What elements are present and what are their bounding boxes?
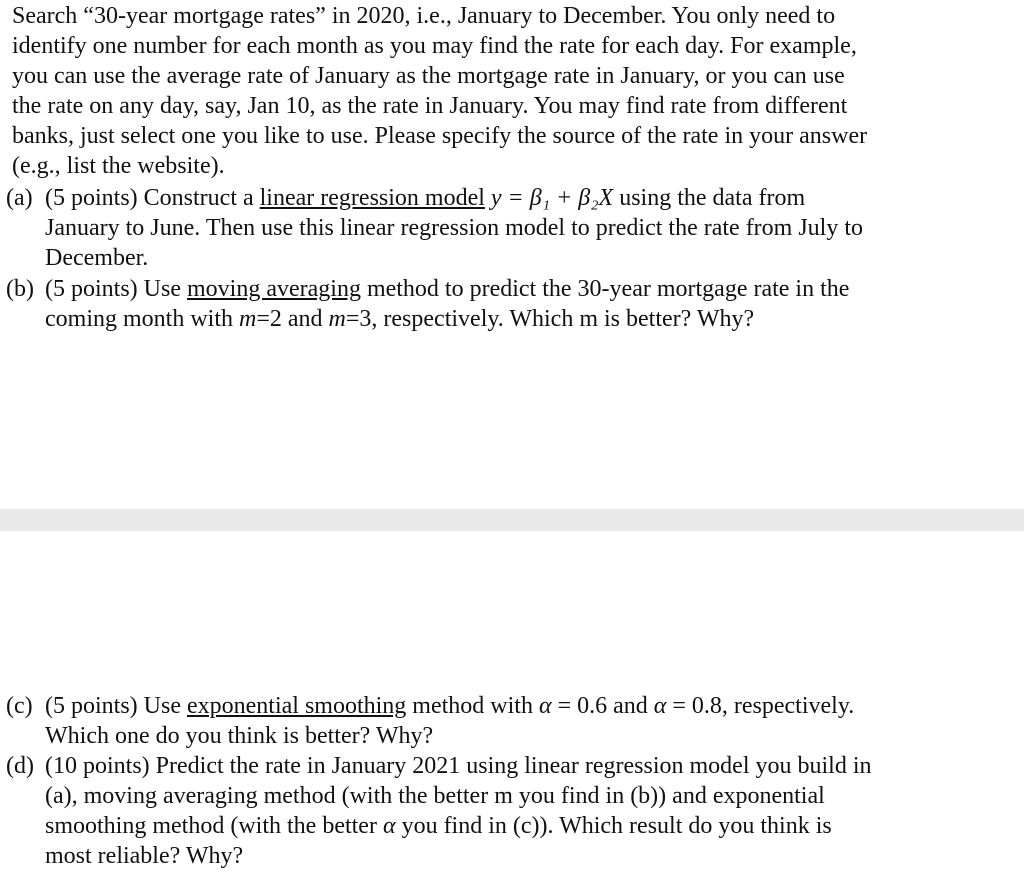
alpha-symbol-2: α bbox=[653, 693, 667, 719]
alpha-value-1: = 0.6 and bbox=[551, 693, 654, 719]
exponential-smoothing-term: exponential smoothing bbox=[186, 693, 407, 719]
m-value-1: =2 and bbox=[256, 306, 329, 332]
question-b-line-2 bbox=[45, 304, 1006, 334]
question-a-label: (a) bbox=[6, 185, 33, 211]
question-b bbox=[6, 274, 1006, 334]
question-d-line-3 bbox=[45, 811, 1006, 841]
question-b-line-1 bbox=[45, 274, 1006, 304]
question-b-points: (5 points) Use bbox=[45, 276, 187, 302]
regression-equation: y = β₁ + β₂X bbox=[484, 185, 614, 211]
question-a-line-1-rest: using the data from bbox=[613, 185, 806, 211]
question-a-line-1 bbox=[45, 183, 1006, 213]
question-c-line-1 bbox=[45, 691, 1006, 721]
intro-line-5: banks, just select one you like to use. Please specify the source of the rate in your answer bbox=[12, 123, 868, 149]
question-b-line-1-rest: method to predict the 30-year mortgage rate in the bbox=[360, 276, 850, 302]
question-c-label: (c) bbox=[6, 693, 33, 719]
alpha-symbol-1: α bbox=[538, 693, 552, 719]
linear-regression-model-term: linear regression model bbox=[259, 185, 485, 211]
question-b-label: (b) bbox=[6, 276, 34, 302]
question-d-label: (d) bbox=[6, 753, 34, 779]
alpha-symbol-3: α bbox=[382, 813, 396, 839]
question-c-line-2: Which one do you think is better? Why? bbox=[45, 723, 434, 749]
alpha-value-2: = 0.8, respectively. bbox=[666, 693, 855, 719]
m-variable-2: m bbox=[328, 306, 346, 332]
m-value-2: =3, respectively. Which m is better? Why? bbox=[345, 306, 755, 332]
question-a bbox=[6, 183, 1006, 273]
question-a-points: (5 points) Construct a bbox=[45, 185, 260, 211]
question-a-line-2: January to June. Then use this linear regression model to predict the rate from July to bbox=[45, 215, 864, 241]
intro-line-4: the rate on any day, say, Jan 10, as the rate in January. You may find rate from different bbox=[12, 93, 848, 119]
question-d bbox=[6, 751, 1006, 871]
question-d-line-3-end: you find in (c)). Which result do you think is bbox=[395, 813, 832, 839]
m-variable-1: m bbox=[239, 306, 257, 332]
question-intro bbox=[12, 1, 1012, 181]
question-a-line-3: December. bbox=[45, 245, 149, 271]
question-d-line-3-start: smoothing method (with the better bbox=[45, 813, 383, 839]
moving-averaging-term: moving averaging bbox=[186, 276, 361, 302]
question-c-points: (5 points) Use bbox=[45, 693, 187, 719]
question-c-line-1-mid: method with bbox=[406, 693, 539, 719]
question-b-line-2-start: coming month with bbox=[45, 306, 239, 332]
question-d-line-1: (10 points) Predict the rate in January 2021 using linear regression model you build in bbox=[45, 753, 872, 779]
intro-line-2: identify one number for each month as you may find the rate for each day. For example, bbox=[12, 33, 857, 59]
question-c bbox=[6, 691, 1006, 751]
page-divider bbox=[0, 509, 1024, 531]
intro-line-6: (e.g., list the website). bbox=[12, 153, 225, 179]
intro-line-1: Search “30-year mortgage rates” in 2020, i.e., January to December. You only need to bbox=[12, 3, 836, 29]
question-d-line-4: most reliable? Why? bbox=[45, 843, 244, 869]
question-d-line-2: (a), moving averaging method (with the better m you find in (b)) and exponential bbox=[45, 783, 825, 809]
intro-line-3: you can use the average rate of January as the mortgage rate in January, or you can use bbox=[12, 63, 845, 89]
